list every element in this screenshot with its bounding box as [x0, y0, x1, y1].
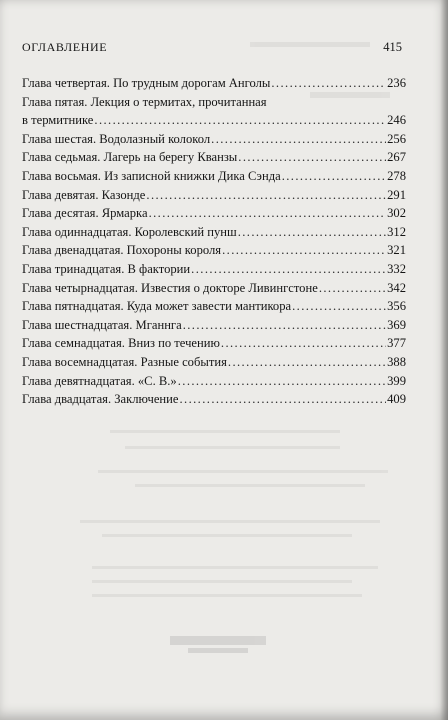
- toc-entry-title: Глава семнадцатая. Вниз по течению: [22, 336, 220, 351]
- toc-entry-page: 246: [387, 113, 406, 128]
- toc-entry-page: 399: [387, 373, 406, 388]
- dot-leader: [179, 390, 386, 409]
- dot-leader: [292, 297, 386, 316]
- toc-entry: [22, 260, 406, 279]
- toc-entry-page: 278: [387, 168, 406, 183]
- toc-entry-page: 388: [387, 354, 406, 369]
- dot-leader: [222, 241, 386, 260]
- toc-entry: [22, 130, 406, 149]
- toc-entry-page: 291: [387, 187, 406, 202]
- toc-entry: [22, 186, 406, 205]
- toc-entry: [22, 372, 406, 391]
- toc-entry-title: Глава пятнадцатая. Куда может завести мантикора: [22, 299, 292, 314]
- toc-entry-page: 302: [387, 206, 406, 221]
- toc-entry-title-continued: в термитнике: [22, 113, 94, 128]
- toc-entry-title: Глава двадцатая. Заключение: [22, 392, 179, 407]
- toc-entry-title: Глава четырнадцатая. Известия о докторе Ливингстоне: [22, 280, 318, 295]
- dot-leader: [238, 223, 386, 242]
- table-of-contents: [22, 74, 406, 409]
- toc-entry: [22, 74, 406, 93]
- toc-entry-title: Глава восьмая. Из записной книжки Дика Сэнда: [22, 168, 281, 183]
- toc-entry-title: Глава девятнадцатая. «С. В.»: [22, 373, 177, 388]
- toc-entry-title: Глава восемнадцатая. Разные события: [22, 354, 227, 369]
- toc-entry: [22, 204, 406, 223]
- toc-entry: [22, 167, 406, 186]
- toc-entry: [22, 241, 406, 260]
- toc-entry-title: Глава четвертая. По трудным дорогам Анголы: [22, 76, 271, 90]
- toc-entry-page: 332: [387, 261, 406, 276]
- dot-leader: [238, 148, 386, 167]
- toc-entry-title: Глава двенадцатая. Похороны короля: [22, 243, 222, 258]
- dot-leader: [183, 316, 386, 335]
- running-head: ОГЛАВЛЕНИЕ: [22, 40, 108, 54]
- toc-entry: [22, 297, 406, 316]
- toc-entry-page: 236: [387, 76, 406, 90]
- dot-leader: [146, 186, 386, 205]
- toc-entry-title: Глава шестая. Водолазный колокол: [22, 131, 211, 146]
- dot-leader: [178, 372, 386, 391]
- toc-entry: [22, 93, 406, 130]
- toc-entry-page: 377: [387, 336, 406, 351]
- dot-leader: [282, 167, 386, 186]
- toc-entry-title: Глава пятая. Лекция о термитах, прочитанная: [22, 94, 267, 109]
- toc-entry-page: 369: [387, 317, 406, 332]
- toc-entry-page: 342: [387, 280, 406, 295]
- dot-leader: [319, 279, 386, 298]
- toc-entry: [22, 223, 406, 242]
- toc-entry: [22, 390, 406, 409]
- page-edge-shadow: [440, 0, 448, 720]
- toc-entry-page: 267: [387, 150, 406, 165]
- toc-entry: [22, 316, 406, 335]
- toc-entry-title: Глава шестнадцатая. Мганнга: [22, 317, 182, 332]
- toc-entry: [22, 334, 406, 353]
- toc-entry: [22, 279, 406, 298]
- toc-entry-page: 409: [387, 392, 406, 407]
- dot-leader: [228, 353, 386, 372]
- page-header: [22, 40, 402, 55]
- toc-entry-title: Глава одиннадцатая. Королевский пунш: [22, 224, 237, 239]
- toc-entry-title: Глава седьмая. Лагерь на берегу Кванзы: [22, 150, 238, 165]
- toc-entry-title: Глава тринадцатая. В фактории: [22, 261, 191, 276]
- toc-entry-page: 356: [387, 299, 406, 314]
- toc-entry-title: Глава девятая. Казонде: [22, 187, 146, 202]
- toc-entry-page: 321: [387, 243, 406, 258]
- dot-leader: [211, 130, 386, 149]
- toc-entry-title: Глава десятая. Ярмарка: [22, 206, 148, 221]
- toc-entry: [22, 148, 406, 167]
- toc-entry: [22, 353, 406, 372]
- page-number: 415: [383, 40, 402, 54]
- dot-leader: [271, 74, 386, 93]
- dot-leader: [191, 260, 386, 279]
- dot-leader: [94, 111, 386, 130]
- toc-entry-page: 256: [387, 131, 406, 146]
- dot-leader: [149, 204, 387, 223]
- dot-leader: [221, 334, 386, 353]
- toc-entry-page: 312: [387, 224, 406, 239]
